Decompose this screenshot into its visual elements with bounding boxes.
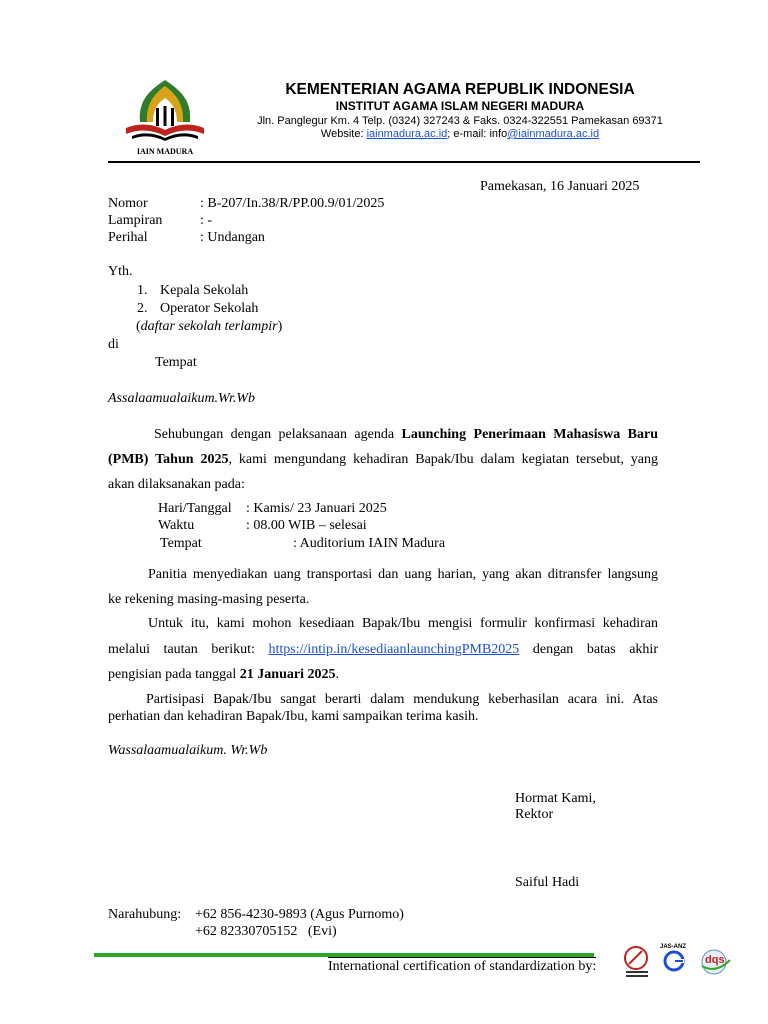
email-link[interactable]: @iainmadura.ac.id <box>507 128 600 140</box>
meta-label-perihal: Perihal <box>108 230 148 245</box>
opening-salutation: Assalaamualaikum.Wr.Wb <box>108 391 255 406</box>
recipient-1: Kepala Sekolah <box>160 283 249 298</box>
jas-anz-icon <box>660 950 690 972</box>
schedule-value-time: : 08.00 WIB – selesai <box>246 518 367 533</box>
recipient-num-1: 1. <box>137 283 148 298</box>
contact-1: +62 856-4230-9893 (Agus Purnomo) <box>195 907 404 922</box>
closing-phrase: Hormat Kami, <box>515 791 596 806</box>
website-link[interactable]: iainmadura.ac.id <box>366 128 448 140</box>
schedule-label-day: Hari/Tanggal <box>158 501 232 516</box>
para3-line3: pengisian pada tanggal 21 Januari 2025. <box>108 667 339 682</box>
closing-salutation: Wassalaamualaikum. Wr.Wb <box>108 743 268 758</box>
schedule-label-time: Waktu <box>158 518 195 533</box>
signatory-position: Rektor <box>515 807 554 822</box>
meta-label-lampiran: Lampiran <box>108 213 163 228</box>
meta-value-nomor: : B-207/In.38/R/PP.00.9/01/2025 <box>200 196 385 211</box>
signatory-name: Saiful Hadi <box>515 875 580 890</box>
para2-line2: ke rekening masing-masing peserta. <box>108 592 310 607</box>
para4-line2: perhatian dan kehadiran Bapak/Ibu, kami sampaikan terima kasih. <box>108 709 479 724</box>
yth: Yth. <box>108 264 133 279</box>
jas-anz-logo: JAS-ANZ <box>660 944 694 984</box>
dqs-logo: dqs <box>696 944 734 984</box>
para3-line2: melalui tautan berikut: https://intip.in/kesediaanlaunchingPMB2025 dengan batas akhir <box>108 642 658 657</box>
meta-value-perihal: : Undangan <box>200 230 265 245</box>
para1-line2: (PMB) Tahun 2025, kami mengundang kehadiran Bapak/Ibu dalam kegiatan tersebut, yang <box>108 452 659 467</box>
schedule-label-place: Tempat <box>160 536 202 551</box>
logo-caption: IAIN MADURA <box>136 147 194 156</box>
schedule-value-place: : Auditorium IAIN Madura <box>293 536 446 551</box>
recipient-num-2: 2. <box>137 301 148 316</box>
di-text: di <box>108 337 119 352</box>
recipient-2: Operator Sekolah <box>160 301 259 316</box>
para1-line3: akan dilaksanakan pada: <box>108 477 245 492</box>
ministry-name: KEMENTERIAN AGAMA REPUBLIK INDONESIA <box>285 81 635 98</box>
meta-value-lampiran: : - <box>200 213 213 228</box>
para4-line1: Partisipasi Bapak/Ibu sangat berarti dalam mendukung keberhasilan acara ini. Atas <box>146 692 658 707</box>
recipient-note: (daftar sekolah terlampir) <box>136 319 283 334</box>
schedule-value-day: : Kamis/ 23 Januari 2025 <box>246 501 387 516</box>
letterhead-divider <box>108 161 700 163</box>
meta-label-nomor: Nomor <box>108 196 148 211</box>
para1-line1: Sehubungan dengan pelaksanaan agenda Launching Penerimaan Mahasiswa Baru <box>154 427 658 442</box>
contact-line <box>240 127 680 141</box>
website-label: Website: <box>320 128 367 140</box>
contact-label: Narahubung: <box>108 907 182 922</box>
certification-text: International certification of standardization by: <box>328 959 597 974</box>
para3-line1: Untuk itu, kami mohon kesediaan Bapak/Ibu mengisi formulir konfirmasi kehadiran <box>148 616 658 631</box>
institute-address: Jln. Panglegur Km. 4 Telp. (0324) 327243 & Faks. 0324-322551 Pamekasan 69371 <box>257 115 663 127</box>
institute-name: INSTITUT AGAMA ISLAM NEGERI MADURA <box>335 99 585 113</box>
para2-line1: Panitia menyediakan uang transportasi dan uang harian, yang akan ditransfer langsung <box>148 567 658 582</box>
certification-badge-icon <box>620 944 660 984</box>
rsvp-link[interactable]: https://intip.in/kesediaanlaunchingPMB2025 <box>268 642 520 657</box>
tempat-text: Tempat <box>155 355 197 370</box>
place-date: Pamekasan, 16 Januari 2025 <box>480 179 640 194</box>
email-prefix: ; e-mail: info <box>447 128 508 140</box>
contact-2: +62 82330705152 (Evi) <box>195 924 337 939</box>
